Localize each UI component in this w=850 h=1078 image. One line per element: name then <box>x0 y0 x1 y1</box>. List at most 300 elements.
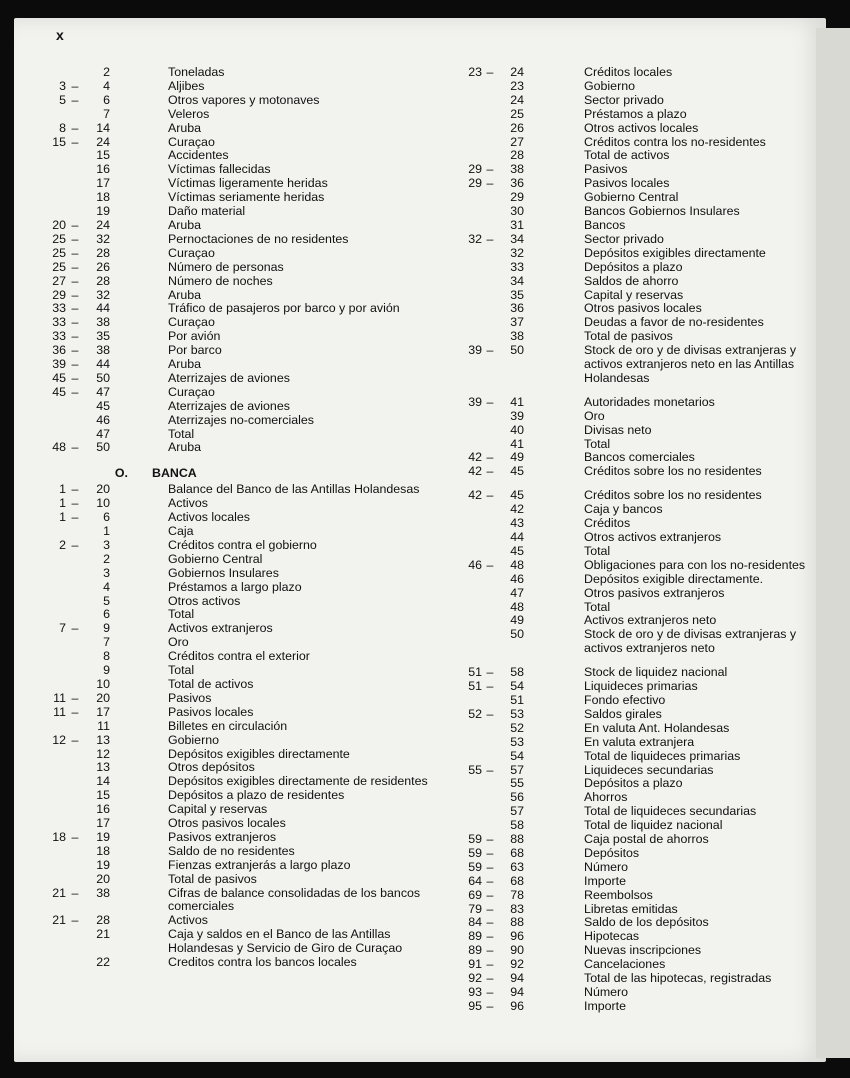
index-range <box>30 247 110 261</box>
index-range <box>30 650 110 664</box>
index-range <box>462 736 524 750</box>
index-label: Pasivos extranjeros <box>168 829 277 844</box>
index-label: Activos extranjeros <box>168 621 273 636</box>
index-label: Número de noches <box>168 273 273 288</box>
range-to: 28 <box>96 273 110 288</box>
index-label: Liquideces primarias <box>584 679 698 694</box>
index-range <box>462 503 524 517</box>
index-row <box>462 302 814 316</box>
index-range <box>30 80 110 94</box>
index-label: Créditos contra el exterior <box>168 649 310 664</box>
index-range <box>462 531 524 545</box>
range-to: 22 <box>96 955 110 970</box>
left-list-b <box>30 483 440 970</box>
range-separator: – <box>486 915 494 930</box>
index-range <box>462 708 524 722</box>
index-row <box>30 400 440 414</box>
index-range <box>30 205 110 219</box>
index-row <box>462 545 814 559</box>
index-range <box>462 316 524 330</box>
range-separator: – <box>71 120 79 135</box>
index-label: Otros depósitos <box>168 760 255 775</box>
index-range <box>30 706 110 720</box>
index-range <box>30 956 110 970</box>
range-from: 39 <box>468 343 482 358</box>
index-row <box>30 483 440 497</box>
index-range <box>30 595 110 609</box>
index-range <box>30 483 110 497</box>
index-label: Nuevas inscripciones <box>584 943 702 958</box>
range-to: 19 <box>96 857 110 872</box>
index-range <box>30 149 110 163</box>
index-row <box>30 66 440 80</box>
index-row <box>30 567 440 581</box>
index-label: Depósitos a plazo de residentes <box>168 788 345 803</box>
range-separator: – <box>486 985 494 999</box>
index-range <box>462 136 524 150</box>
index-row <box>30 275 440 289</box>
index-label: Curaçao <box>168 315 215 330</box>
index-label: Total <box>584 599 611 614</box>
range-separator: – <box>71 829 79 844</box>
index-row <box>30 608 440 622</box>
range-to: 68 <box>510 845 524 860</box>
index-label: Daño material <box>168 204 246 219</box>
index-label: Billetes en circulación <box>168 718 288 733</box>
range-from: 1 <box>59 496 66 511</box>
index-row <box>30 803 440 817</box>
range-to: 34 <box>510 231 524 246</box>
range-separator: – <box>71 482 79 497</box>
index-label: Préstamos a largo plazo <box>168 579 302 594</box>
range-from: 11 <box>53 690 66 705</box>
index-row <box>462 219 814 233</box>
index-label: Activos extranjeros neto <box>584 613 717 628</box>
index-label: Saldo de los depósitos <box>584 915 709 930</box>
index-label: Pasivos locales <box>168 704 254 719</box>
range-to: 55 <box>510 776 524 791</box>
index-range <box>462 80 524 94</box>
index-range <box>30 358 110 372</box>
index-label: Aruba <box>168 287 202 302</box>
index-range <box>30 414 110 428</box>
index-row <box>462 958 814 972</box>
index-range <box>30 734 110 748</box>
range-to: 15 <box>96 148 110 163</box>
index-label: Fondo efectivo <box>584 692 666 707</box>
range-from: 36 <box>52 343 66 358</box>
index-row <box>462 451 814 465</box>
index-range <box>462 1000 524 1014</box>
range-from: 1 <box>59 510 66 525</box>
index-label: Cancelaciones <box>584 957 666 972</box>
range-to: 46 <box>510 571 524 586</box>
range-separator: – <box>486 957 494 972</box>
range-from: 21 <box>52 885 66 900</box>
index-row <box>30 581 440 595</box>
index-row <box>30 316 440 330</box>
index-label: Otros activos extranjeros <box>584 530 722 544</box>
index-range <box>462 108 524 122</box>
range-from: 89 <box>468 929 482 944</box>
range-to: 37 <box>510 315 524 330</box>
index-row <box>462 424 814 438</box>
index-row <box>462 247 814 261</box>
range-to: 19 <box>96 829 110 844</box>
index-row <box>30 678 440 692</box>
index-range <box>462 916 524 930</box>
range-from: 69 <box>468 887 482 902</box>
range-from: 91 <box>468 957 482 972</box>
index-label: Stock de oro y de divisas extranjeras y activos extranjeros neto en las Antillas Holandesas <box>584 343 797 385</box>
range-to: 4 <box>103 579 110 594</box>
index-label: Curaçao <box>168 384 215 399</box>
range-to: 14 <box>96 120 110 135</box>
range-to: 48 <box>510 557 524 572</box>
index-range <box>30 428 110 442</box>
range-from: 84 <box>468 915 482 930</box>
index-range <box>30 873 110 887</box>
index-row <box>30 511 440 525</box>
index-row <box>462 972 814 986</box>
index-range <box>30 831 110 845</box>
range-to: 35 <box>510 287 524 302</box>
range-to: 38 <box>510 329 524 344</box>
left-column <box>30 66 440 970</box>
index-row <box>462 819 814 833</box>
index-range <box>30 66 110 80</box>
index-label: Caja postal de ahorros <box>584 832 709 847</box>
index-range <box>462 289 524 303</box>
index-label: Activos <box>168 496 208 511</box>
range-separator: – <box>71 329 79 344</box>
index-range <box>462 149 524 163</box>
index-range <box>462 805 524 819</box>
index-range <box>30 928 110 942</box>
index-label: Depósitos a plazo <box>584 259 683 274</box>
index-label: Capital y reservas <box>584 287 684 302</box>
index-row <box>30 539 440 553</box>
range-to: 17 <box>96 176 110 191</box>
index-range <box>30 163 110 177</box>
index-range <box>30 581 110 595</box>
range-from: 95 <box>468 998 482 1013</box>
index-row <box>30 358 440 372</box>
index-row <box>462 517 814 531</box>
range-from: 7 <box>59 621 66 636</box>
index-label: Bancos <box>584 217 626 232</box>
index-range <box>30 914 110 928</box>
range-to: 88 <box>510 915 524 930</box>
index-label: Total de liquideces secundarias <box>584 804 757 819</box>
index-label: Curaçao <box>168 134 215 149</box>
index-label: Saldos girales <box>584 706 662 721</box>
range-from: 48 <box>52 440 66 455</box>
range-to: 20 <box>96 871 110 886</box>
index-label: Ahorros <box>584 790 628 805</box>
index-range <box>30 553 110 567</box>
index-row <box>462 233 814 247</box>
range-to: 42 <box>510 502 524 517</box>
page-number: x <box>56 27 64 43</box>
range-to: 28 <box>96 913 110 928</box>
range-separator: – <box>71 245 79 260</box>
index-label: Por avión <box>168 329 221 344</box>
index-label: Bancos Gobiernos Insulares <box>584 204 740 219</box>
index-row <box>30 149 440 163</box>
range-to: 30 <box>510 204 524 219</box>
index-label: Caja y saldos en el Banco de las Antillas Holandesas y Servicio de Giro de Curaçao <box>168 927 403 956</box>
index-row <box>30 289 440 303</box>
index-range <box>30 275 110 289</box>
range-to: 18 <box>96 190 110 205</box>
range-to: 7 <box>103 106 110 121</box>
range-to: 28 <box>510 148 524 163</box>
range-separator: – <box>71 370 79 385</box>
range-separator: – <box>486 231 494 246</box>
index-row <box>462 916 814 930</box>
range-to: 4 <box>103 78 110 93</box>
range-to: 43 <box>510 516 524 531</box>
index-row <box>30 247 440 261</box>
range-to: 31 <box>510 217 524 232</box>
index-range <box>462 875 524 889</box>
index-row <box>30 817 440 831</box>
range-separator: – <box>486 859 494 874</box>
index-row <box>462 833 814 847</box>
index-label: Pernoctaciones de no residentes <box>168 231 349 246</box>
index-row <box>462 777 814 791</box>
range-to: 36 <box>510 176 524 191</box>
index-row <box>462 177 814 191</box>
index-range <box>462 930 524 944</box>
index-label: Toneladas <box>168 65 225 79</box>
range-to: 9 <box>103 621 110 636</box>
index-row <box>462 573 814 587</box>
right-group <box>462 396 814 479</box>
range-to: 18 <box>96 843 110 858</box>
index-row <box>462 722 814 736</box>
index-label: Pasivos <box>168 690 212 705</box>
index-row <box>462 791 814 805</box>
range-from: 59 <box>468 832 482 847</box>
right-group <box>462 666 814 1014</box>
range-from: 25 <box>52 231 66 246</box>
index-label: Número de personas <box>168 259 284 274</box>
index-range <box>462 614 524 628</box>
index-row <box>30 219 440 233</box>
index-label: Otros pasivos locales <box>168 816 286 831</box>
range-from: 29 <box>468 176 482 191</box>
index-row <box>30 720 440 734</box>
index-range <box>30 608 110 622</box>
index-row <box>462 750 814 764</box>
index-row <box>30 887 440 915</box>
range-separator: – <box>71 92 79 107</box>
index-label: Otros activos <box>168 593 241 608</box>
index-range <box>462 958 524 972</box>
range-to: 26 <box>510 120 524 135</box>
index-row <box>30 525 440 539</box>
index-range <box>30 539 110 553</box>
index-label: Total de liquidez nacional <box>584 818 723 833</box>
index-label: Capital y reservas <box>168 802 268 817</box>
index-label: Oro <box>584 408 605 423</box>
index-label: Créditos contra los no-residentes <box>584 134 766 149</box>
index-label: Aruba <box>168 440 202 455</box>
index-range <box>462 573 524 587</box>
index-row <box>30 748 440 762</box>
index-row <box>462 666 814 680</box>
range-to: 57 <box>510 762 524 777</box>
index-range <box>30 94 110 108</box>
range-separator: – <box>486 343 494 358</box>
index-range <box>30 817 110 831</box>
range-separator: – <box>71 440 79 455</box>
range-to: 56 <box>510 790 524 805</box>
range-from: 2 <box>59 537 66 552</box>
range-separator: – <box>71 704 79 719</box>
range-to: 45 <box>510 464 524 479</box>
index-range <box>462 396 524 410</box>
range-to: 17 <box>96 704 110 719</box>
range-to: 49 <box>510 613 524 628</box>
range-from: 25 <box>52 245 66 260</box>
range-to: 16 <box>96 162 110 177</box>
index-range <box>462 451 524 465</box>
index-row <box>30 692 440 706</box>
range-separator: – <box>486 464 494 479</box>
range-from: 55 <box>468 762 482 777</box>
index-row <box>462 94 814 108</box>
index-range <box>462 833 524 847</box>
index-range <box>462 302 524 316</box>
index-label: Stock de liquidez nacional <box>584 665 728 680</box>
index-row <box>30 233 440 247</box>
range-to: 94 <box>510 985 524 999</box>
index-label: Víctimas seriamente heridas <box>168 190 325 205</box>
index-range <box>462 424 524 438</box>
index-label: Importe <box>584 998 627 1013</box>
index-range <box>30 219 110 233</box>
range-to: 53 <box>510 706 524 721</box>
index-range <box>30 261 110 275</box>
index-label: Total <box>168 607 195 622</box>
index-row <box>462 531 814 545</box>
index-label: Total <box>584 436 611 451</box>
range-separator: – <box>486 929 494 944</box>
index-label: Créditos contra el gobierno <box>168 537 317 552</box>
range-separator: – <box>71 510 79 525</box>
index-range <box>30 497 110 511</box>
index-range <box>30 386 110 400</box>
range-to: 6 <box>103 92 110 107</box>
index-row <box>30 386 440 400</box>
index-range <box>462 438 524 452</box>
range-to: 6 <box>103 607 110 622</box>
index-label: Aruba <box>168 120 202 135</box>
index-label: Total de pasivos <box>168 871 257 886</box>
index-range <box>462 791 524 805</box>
index-label: Otros pasivos locales <box>584 301 702 316</box>
index-range <box>462 261 524 275</box>
index-label: Tráfico de pasajeros por barco y por avión <box>168 301 400 316</box>
index-row <box>30 205 440 219</box>
index-range <box>462 764 524 778</box>
range-from: 79 <box>468 901 482 916</box>
index-row <box>462 344 814 386</box>
index-label: Stock de oro y de divisas extranjeras y activos extranjeros neto <box>584 627 797 656</box>
range-separator: – <box>486 176 494 191</box>
range-to: 53 <box>510 734 524 749</box>
index-label: Total de liquideces primarias <box>584 748 741 763</box>
index-row <box>30 302 440 316</box>
index-range <box>462 587 524 601</box>
index-row <box>30 108 440 122</box>
range-separator: – <box>71 537 79 552</box>
index-label: En valuta Ant. Holandesas <box>584 720 730 735</box>
index-label: Depósitos exigibles directamente <box>168 746 350 761</box>
index-range <box>462 986 524 1000</box>
index-row <box>462 80 814 94</box>
range-to: 28 <box>96 245 110 260</box>
index-label: Liquideces secundarias <box>584 762 714 777</box>
index-label: Otros vapores y motonaves <box>168 92 320 107</box>
index-label: Créditos <box>584 516 631 531</box>
index-label: Cifras de balance consolidadas de los bancos comerciales <box>168 885 421 914</box>
range-to: 13 <box>96 760 110 775</box>
index-range <box>30 136 110 150</box>
index-row <box>30 622 440 636</box>
index-label: Autoridades monetarios <box>584 394 715 409</box>
range-to: 88 <box>510 832 524 847</box>
index-label: Número <box>584 859 629 874</box>
range-separator: – <box>71 134 79 149</box>
index-range <box>30 177 110 191</box>
index-range <box>462 247 524 261</box>
index-row <box>30 330 440 344</box>
range-to: 51 <box>510 692 524 707</box>
index-label: Total de activos <box>168 676 254 691</box>
index-label: Total de pasivos <box>584 329 673 344</box>
range-from: 29 <box>468 162 482 177</box>
range-separator: – <box>71 78 79 93</box>
index-label: Aljibes <box>168 78 205 93</box>
index-range <box>462 694 524 708</box>
index-row <box>30 80 440 94</box>
index-row <box>462 680 814 694</box>
index-row <box>30 94 440 108</box>
index-label: Gobiernos Insulares <box>168 565 279 580</box>
index-label: Hipotecas <box>584 929 640 944</box>
index-range <box>462 344 524 358</box>
index-row <box>462 861 814 875</box>
index-range <box>30 775 110 789</box>
section-code: O. <box>114 466 128 481</box>
index-label: Depósitos a plazo <box>584 776 683 791</box>
range-to: 47 <box>96 426 110 441</box>
index-row <box>462 396 814 410</box>
range-separator: – <box>71 690 79 705</box>
index-range <box>462 680 524 694</box>
index-row <box>462 875 814 889</box>
index-label: Otros activos locales <box>584 120 699 135</box>
range-separator: – <box>486 706 494 721</box>
range-separator: – <box>486 162 494 177</box>
index-range <box>30 108 110 122</box>
index-range <box>30 859 110 873</box>
range-from: 89 <box>468 943 482 958</box>
